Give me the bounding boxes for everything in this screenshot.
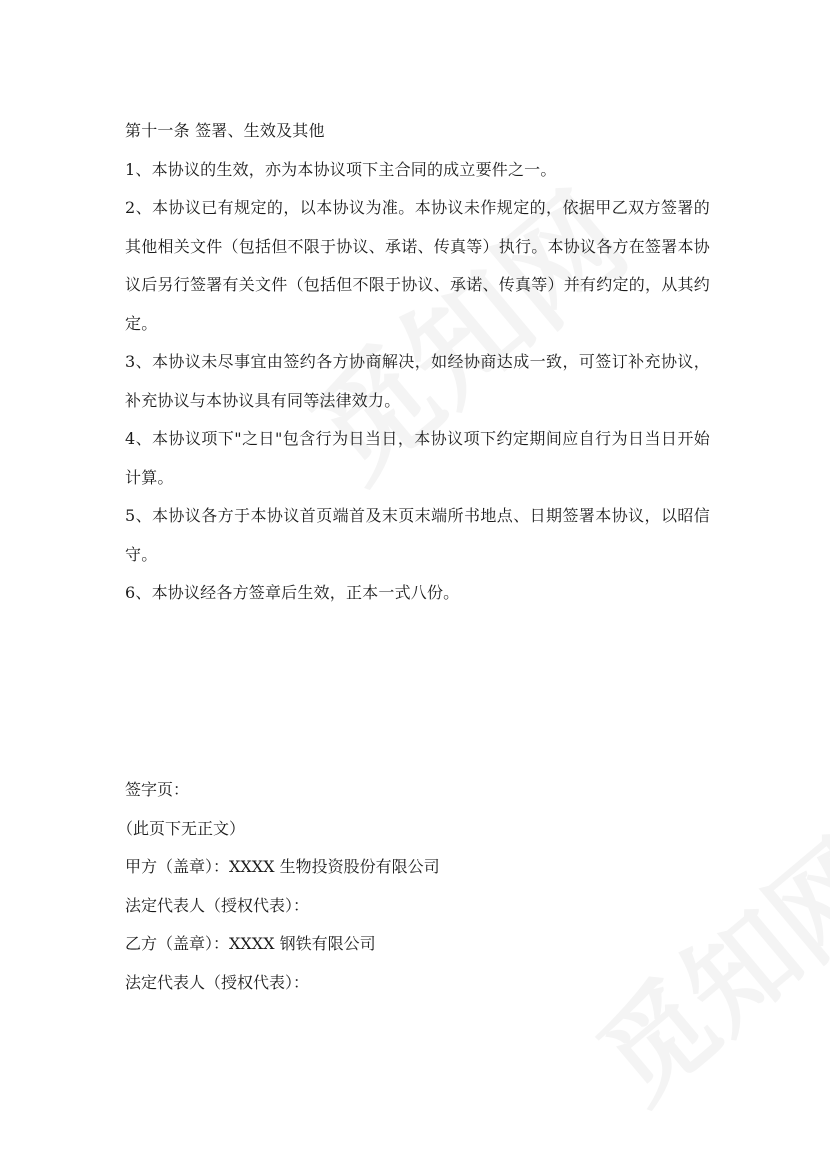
signature-page	[117, 771, 702, 1002]
party-b-representative: 法定代表人（授权代表）：	[125, 972, 310, 992]
party-b-line: 乙方（盖章）：XXXX 钢铁有限公司	[125, 934, 376, 953]
party-a-line: 甲方（盖章）：XXXX 生物投资股份有限公司	[125, 857, 440, 876]
clause-3: 3、本协议未尽事宜由签约各方协商解决，如经协商达成一致，可签订补充协议，补充协议与本协议具有同等法律效力。	[125, 352, 710, 410]
clause-6: 6、本协议经各方签章后生效，正本一式八份。	[125, 583, 460, 602]
signature-heading: 签字页：	[125, 780, 190, 799]
clause-5: 5、本协议各方于本协议首页端首及末页末端所书地点、日期签署本协议，以昭信守。	[125, 506, 710, 564]
article-body	[125, 112, 710, 613]
party-a-representative: 法定代表人（授权代表）：	[125, 895, 310, 915]
article-title: 第十一条 签署、生效及其他	[125, 121, 325, 140]
clause-2: 2、本协议已有规定的，以本协议为准。本协议未作规定的，依据甲乙双方签署的其他相关文件（包括但不限于协议、承诺、传真等）执行。本协议各方在签署本协议后另行签署有关文件（包括但不限于协议、承诺、传真等）并有约定的，从其约定。	[125, 198, 710, 333]
signature-note: （此页下无正文）	[117, 818, 246, 838]
clause-4: 4、本协议项下"之日"包含行为日当日，本协议项下约定期间应自行为日当日开始计算。	[125, 429, 710, 487]
clause-1: 1、本协议的生效，亦为本协议项下主合同的成立要件之一。	[125, 159, 557, 179]
